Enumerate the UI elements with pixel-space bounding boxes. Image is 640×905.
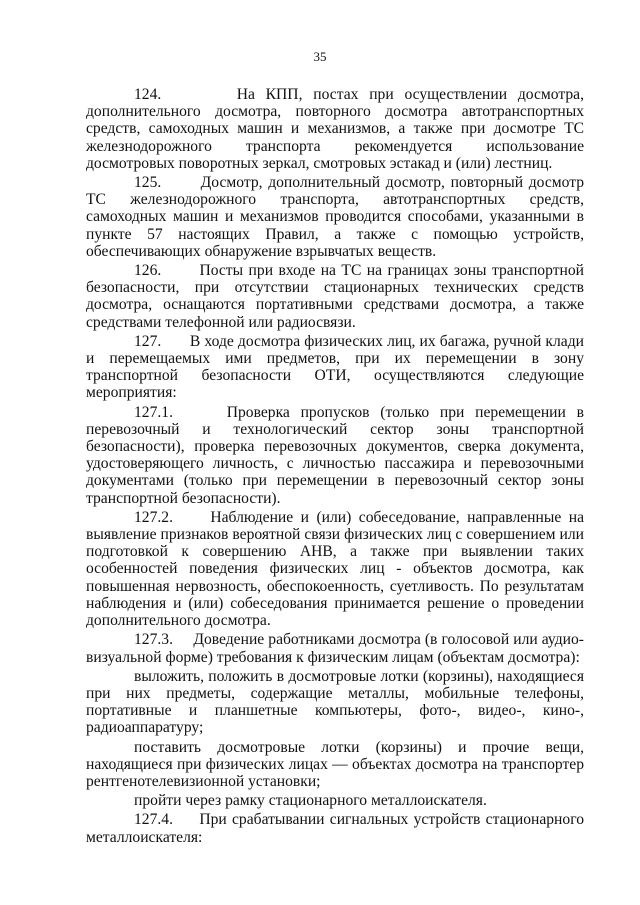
list-item-walk-through: пройти через рамку стационарного металлоискателя.: [134, 792, 487, 810]
list-item-place-trays: поставить досмотровые лотки (корзины) и прочие вещи, находящиеся при физических лицах — объектах досмотра на транспортер рентгенотелевизионной установки;: [86, 738, 584, 790]
paragraph-126: 126. Посты при входе на ТС на границах зоны транспортной безопасности, при отсутствии стационарных технических средств досмотра, оснащаются портативными средствами досмотра, а также средствами телефонной или радиосвязи.: [86, 262, 584, 331]
paragraph-127-3: 127.3. Доведение работниками досмотра (в голосовой или аудио-визуальной форме) требования к физическим лицам (объектам досмотра):: [86, 631, 584, 666]
paragraph-127-1: 127.1. Проверка пропусков (только при перемещении в перевозочный и технологический сектор зоны транспортной безопасности), проверка перевозочных документов, сверка документа, удостоверяющего личность, с личностью пассажира и перевозочными документами (только при перемещении в перевозочный сектор зоны транспортной безопасности).: [86, 403, 584, 507]
paragraph-127-4: 127.4. При срабатывании сигнальных устройств стационарного металлоискателя:: [86, 811, 584, 846]
page-number: 35: [313, 49, 327, 64]
paragraph-127-2: 127.2. Наблюдение и (или) собеседование, направленные на выявление признаков вероятной связи физических лиц с совершением или подготовкой к совершению АНВ, а также при выявлении таких особенностей поведения физических лиц - объектов досмотра, как повышенная нервозность, обеспокоенность, суетливость. По результатам наблюдения и (или) собеседования принимается решение о проведении дополнительного досмотра.: [86, 508, 584, 630]
list-item-remove-items: выложить, положить в досмотровые лотки (корзины), находящиеся при них предметы, содержащие металлы, мобильные телефоны, портативные и планшетные компьютеры, фото-, видео-, кино-, радиоаппаратуру;: [86, 667, 584, 737]
paragraph-124: 124. На КПП, постах при осуществлении досмотра, дополнительного досмотра, повторного досмотра автотранспортных средств, самоходных машин и механизмов, а также при досмотре ТС железнодорожного транспорта рекомендуется использование досмотровых поворотных зеркал, смотровых эстакад и (или) лестниц.: [86, 86, 584, 172]
paragraph-125: 125. Досмотр, дополнительный досмотр, повторный досмотр ТС железнодорожного транспорта, автотранспортных средств, самоходных машин и механизмов проводится способами, указанными в пункте 57 настоящих Правил, а также с помощью устройств, обеспечивающих обнаружение взрывчатых веществ.: [86, 174, 584, 260]
paragraph-127: 127. В ходе досмотра физических лиц, их багажа, ручной клади и перемещаемых ими предметов, при их перемещении в зону транспортной безопасности ОТИ, осуществляются следующие мероприятия:: [86, 332, 584, 402]
